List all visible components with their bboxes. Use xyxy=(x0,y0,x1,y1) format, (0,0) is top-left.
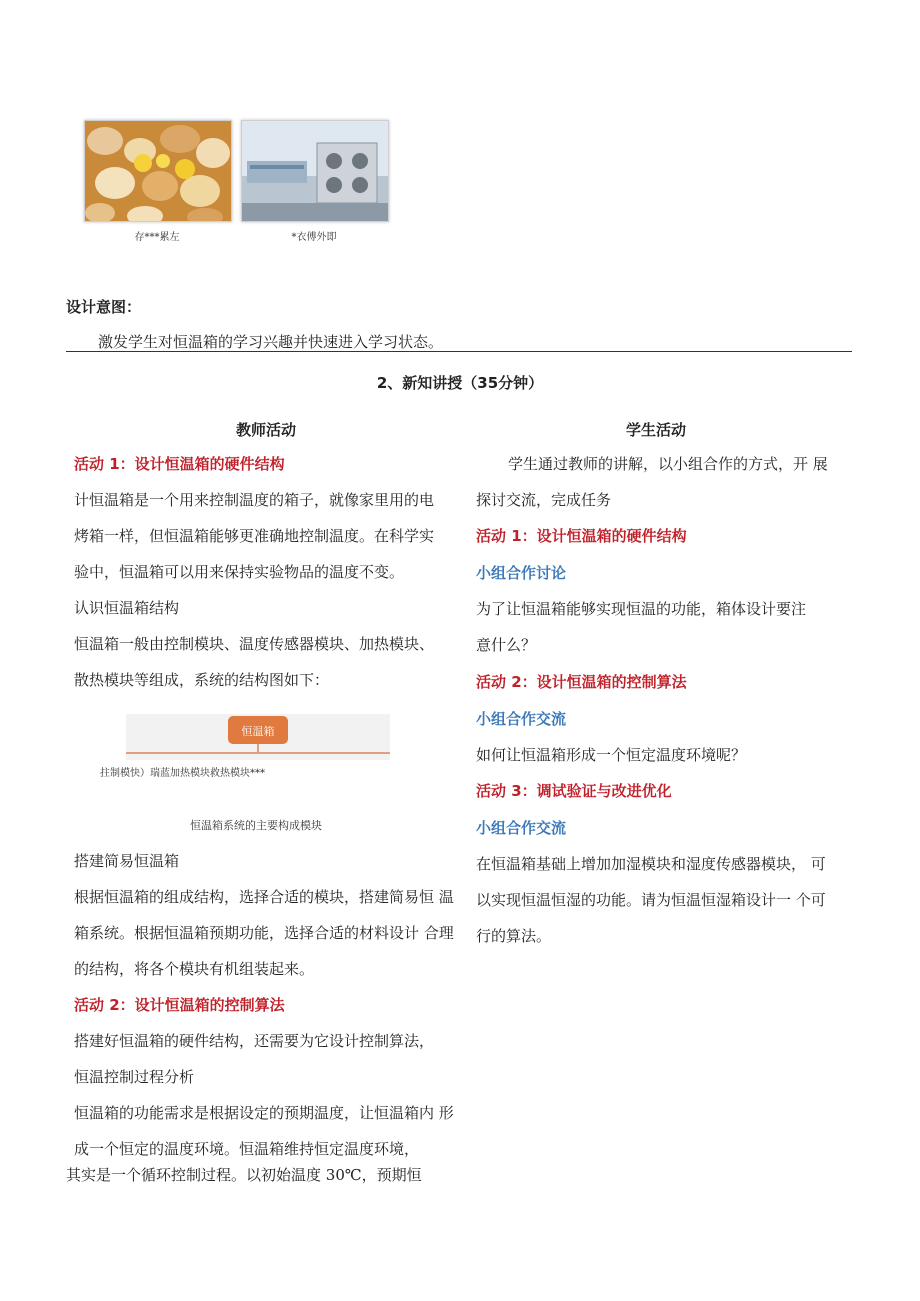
diagram-connector-stem xyxy=(257,744,259,752)
teacher-p2-line1: 恒温箱一般由控制模块、温度传感器模块、加热模块、 xyxy=(74,635,435,653)
student-q2: 如何让恒温箱形成一个恒定温度环境呢？ xyxy=(476,746,747,764)
student-group-exchange-1: 小组合作交流 xyxy=(476,710,567,728)
diagram-module-row: 拄制模快）瑞蓝加热模块救热模块*** xyxy=(100,768,265,779)
student-activity-1-title: 活动 1：设计恒温箱的硬件结构 xyxy=(476,527,687,545)
teacher-activity-2-title: 活动 2：设计恒温箱的控制算法 xyxy=(74,996,285,1014)
teacher-p6: 其实是一个循环控制过程。以初始温度 30℃，预期恒 xyxy=(66,1166,422,1184)
section-title: 2、新知讲授（35分钟） xyxy=(376,374,544,392)
diagram-connector-line xyxy=(126,752,390,754)
teacher-p3-line2: 箱系统。根据恒温箱预期功能，选择合适的材料设计 合理 xyxy=(74,924,454,942)
design-intent-text: 激发学生对恒温箱的学习兴趣并快速进入学习状态。 xyxy=(98,333,444,351)
student-group-exchange-2: 小组合作交流 xyxy=(476,819,567,837)
student-q1-line2: 意什么？ xyxy=(476,636,537,654)
student-intro-line2: 探讨交流，完成任务 xyxy=(476,491,612,509)
teacher-p1-line1: 计恒温箱是一个用来控制温度的箱子，就像家里用的电 xyxy=(74,491,435,509)
right-photo-caption: *衣傅外即 xyxy=(291,232,337,243)
teacher-sub-build: 搭建简易恒温箱 xyxy=(74,852,180,870)
teacher-p3-line3: 的结构，将各个模块有机组装起来。 xyxy=(74,960,315,978)
chicks-photo xyxy=(84,120,232,222)
teacher-p3-line1: 根据恒温箱的组成结构，选择合适的模块，搭建简易恒 温 xyxy=(74,888,454,906)
student-activity-2-title: 活动 2：设计恒温箱的控制算法 xyxy=(476,673,687,691)
teacher-p1-line3: 验中，恒温箱可以用来保持实验物品的温度不变。 xyxy=(74,563,405,581)
student-q3-line1: 在恒温箱基础上增加加湿模块和湿度传感器模块， 可 xyxy=(476,855,826,873)
student-activity-3-title: 活动 3：调试验证与改进优化 xyxy=(476,782,672,800)
design-intent-heading: 设计意图： xyxy=(66,298,142,316)
student-group-discussion: 小组合作讨论 xyxy=(476,564,567,582)
teacher-activity-1-title: 活动 1：设计恒温箱的硬件结构 xyxy=(74,455,285,473)
teacher-sub-structure: 认识恒温箱结构 xyxy=(74,599,180,617)
teacher-column-header: 教师活动 xyxy=(236,421,297,439)
divider-line xyxy=(66,351,852,352)
diagram-caption: 恒温箱系统的主要构成模块 xyxy=(190,819,322,832)
teacher-p5-line2: 成一个恒定的温度环境。恒温箱维持恒定温度环境， xyxy=(74,1140,420,1158)
teacher-p5-line1: 恒温箱的功能需求是根据设定的预期温度，让恒温箱内 形 xyxy=(74,1104,454,1122)
student-q3-line2: 以实现恒温恒湿的功能。请为恒温恒湿箱设计一 个可 xyxy=(476,891,826,909)
diagram-root-label: 恒温箱 xyxy=(241,725,275,738)
teacher-p2-line2: 散热模块等组成，系统的结构图如下： xyxy=(74,671,330,689)
student-intro-line1: 学生通过教师的讲解，以小组合作的方式，开 展 xyxy=(508,455,828,473)
student-q3-line3: 行的算法。 xyxy=(476,927,552,945)
teacher-p1-line2: 烤箱一样，但恒温箱能够更准确地控制温度。在科学实 xyxy=(74,527,435,545)
teacher-p4: 搭建好恒温箱的硬件结构，还需要为它设计控制算法， xyxy=(74,1032,435,1050)
structure-diagram xyxy=(126,714,390,760)
teacher-sub-control: 恒温控制过程分析 xyxy=(74,1068,195,1086)
building-photo xyxy=(241,120,389,222)
student-q1-line1: 为了让恒温箱能够实现恒温的功能，箱体设计要注 xyxy=(476,600,807,618)
left-photo-caption: 存***累左 xyxy=(134,232,180,243)
student-column-header: 学生活动 xyxy=(626,421,687,439)
